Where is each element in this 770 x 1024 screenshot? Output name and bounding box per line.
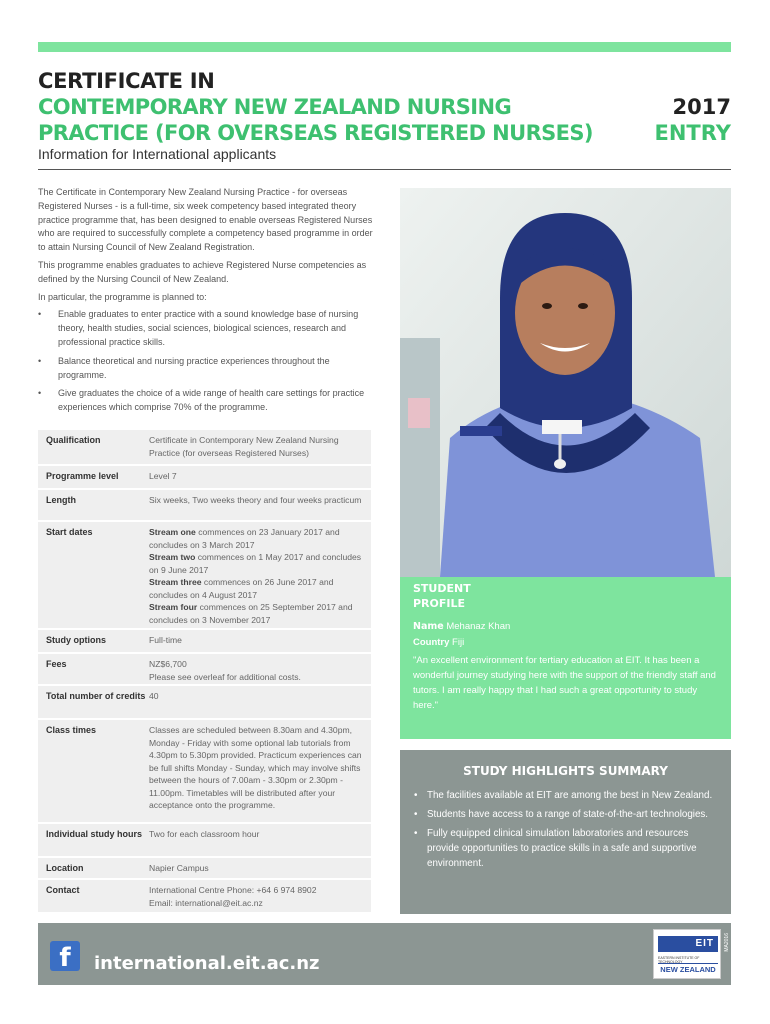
level-label: Programme level: [46, 471, 119, 481]
study-hours-value: Two for each classroom hour: [149, 829, 260, 839]
profile-quote: "An excellent environment for tertiary education at EIT. It has been a wonderful journey studying here with the support of the friendly staff and tutors. I am really happy that I had such a great opportunity to study here.": [413, 655, 716, 711]
highlights-list: [414, 788, 717, 871]
stream-name: Stream one: [149, 527, 196, 537]
entry-year: [655, 94, 731, 146]
study-options-value: Full-time: [149, 635, 182, 645]
facebook-icon[interactable]: f: [50, 941, 80, 971]
stream-text: commences on 25 September 2017 and concludes on 3 November 2017: [149, 602, 353, 625]
table-row: [38, 522, 371, 630]
stream-item: [149, 576, 365, 601]
table-row: [38, 466, 371, 490]
eit-logo-mark: EIT: [658, 936, 718, 952]
contact-phone: International Centre Phone: +64 6 974 8902: [149, 885, 317, 895]
stream-name: Stream three: [149, 577, 202, 587]
qualification-label: Qualification: [46, 435, 101, 445]
length-label: Length: [46, 495, 76, 505]
fees-label: Fees: [46, 659, 67, 669]
intro-text: [38, 186, 378, 420]
intro-paragraph: In particular, the programme is planned to:: [38, 291, 207, 302]
profile-name-label: Name: [413, 621, 444, 632]
class-times-value: Classes are scheduled between 8.30am and 4.30pm, Monday - Friday with some optional lab tutorials from 4.30pm to 5.30pm provided. Practicum experiences can be full shifts Monday - Sunday, which may involve shifts between the hours of 7.00am - 3.30pm or 2.30pm - 11.00pm. Timetables will be distributed after your acceptance onto the programme.: [149, 725, 362, 810]
table-row: [38, 654, 371, 686]
profile-country-label: Country: [413, 637, 450, 648]
start-dates-value: [149, 526, 365, 624]
table-row: [38, 824, 371, 858]
table-row: [38, 720, 371, 824]
class-times-label: Class times: [46, 725, 97, 735]
contact-email: Email: international@eit.ac.nz: [149, 897, 263, 908]
nurse-illustration: [400, 188, 731, 577]
credits-value: 40: [149, 691, 159, 701]
table-row: [38, 430, 371, 466]
table-row: [38, 490, 371, 522]
level-value: Level 7: [149, 471, 177, 481]
divider: [38, 169, 731, 170]
start-dates-label: Start dates: [46, 527, 93, 537]
profile-country-value: Fiji: [449, 637, 465, 648]
programme-info-table: [38, 430, 371, 914]
stream-text: commences on 23 January 2017 and concludes on 3 March 2017: [149, 527, 340, 550]
study-options-label: Study options: [46, 635, 106, 645]
credits-label: Total number of credits: [46, 691, 146, 701]
stream-item: [149, 601, 365, 626]
study-hours-label: Individual study hours: [46, 829, 143, 839]
table-row: [38, 686, 371, 720]
intro-bullet: • Give graduates the choice of a wide range of health care settings for practice experiences which comprise 70% of the programme.: [38, 387, 378, 415]
highlight-item: • The facilities available at EIT are among the best in New Zealand.: [414, 788, 717, 803]
stream-text: commences on 26 June 2017 and concludes on 4 August 2017: [149, 577, 334, 600]
location-value: Napier Campus: [149, 863, 209, 873]
stream-item: [149, 551, 365, 576]
intro-bullet-list: [38, 308, 378, 415]
profile-heading: [413, 581, 718, 611]
profile-heading-line2: PROFILE: [413, 597, 466, 610]
entry-label: ENTRY: [654, 121, 731, 145]
stream-text: commences on 1 May 2017 and concludes on 9 June 2017: [149, 552, 362, 575]
footer-bar: [38, 923, 731, 985]
stream-name: Stream two: [149, 552, 196, 562]
table-row: [38, 858, 371, 880]
student-profile-panel: [400, 577, 731, 739]
page-title-line3: PRACTICE (FOR OVERSEAS REGISTERED NURSES): [38, 121, 593, 145]
year-label: 2017: [672, 95, 731, 119]
document-code: MA2016: [724, 933, 730, 952]
profile-name-value: Mehanaz Khan: [443, 621, 511, 632]
page-title-line2: CONTEMPORARY NEW ZEALAND NURSING: [38, 95, 512, 119]
highlight-item: • Fully equipped clinical simulation laboratories and resources provide opportunities to practice skills in a safe and supportive environment.: [414, 826, 717, 871]
page-subtitle: Information for International applicants: [38, 146, 277, 162]
fees-value: [149, 658, 365, 680]
study-highlights-panel: [400, 750, 731, 914]
fees-amount: NZ$6,700: [149, 659, 187, 669]
stream-name: Stream four: [149, 602, 198, 612]
profile-name: [413, 621, 718, 632]
eit-logo-subtext: EASTERN INSTITUTE OF TECHNOLOGY: [658, 956, 700, 964]
highlight-item: • Students have access to a range of state-of-the-art technologies.: [414, 807, 717, 822]
highlights-title: STUDY HIGHLIGHTS SUMMARY: [463, 764, 668, 778]
contact-value: [149, 884, 365, 908]
profile-country: [413, 637, 718, 648]
length-value: Six weeks, Two weeks theory and four weeks practicum: [149, 495, 362, 505]
top-accent-bar: [38, 42, 731, 52]
student-photo: [400, 188, 731, 577]
contact-label: Contact: [46, 885, 80, 895]
eit-logo-nz: NEW ZEALAND: [658, 963, 718, 974]
eit-logo: [653, 929, 721, 979]
fees-note: Please see overleaf for additional costs.: [149, 671, 301, 682]
intro-paragraph: This programme enables graduates to achieve Registered Nurse competencies as defined by the Nursing Council of New Zealand.: [38, 259, 367, 284]
intro-bullet: • Balance theoretical and nursing practice experiences throughout the programme.: [38, 355, 378, 383]
website-link[interactable]: international.eit.ac.nz: [94, 953, 320, 974]
intro-paragraph: The Certificate in Contemporary New Zealand Nursing Practice - for overseas Registered Nurses - is a full-time, six week competency based integrated theory practice programme that, has been designed to enable overseas Registered Nurses who are required to successfully complete a competency based programme in order to attain Nursing Council of New Zealand Registration.: [38, 187, 373, 253]
table-row: [38, 630, 371, 654]
qualification-value: Certificate in Contemporary New Zealand Nursing Practice (for overseas Registered Nurses): [149, 435, 339, 458]
location-label: Location: [46, 863, 84, 873]
intro-bullet: • Enable graduates to enter practice with a sound knowledge base of nursing theory, health studies, social sciences, biological sciences, research and professional practice skills.: [38, 308, 378, 349]
table-row: [38, 880, 371, 914]
profile-heading-line1: STUDENT: [413, 582, 471, 595]
page-title-line1: CERTIFICATE IN: [38, 69, 215, 93]
title-block: [38, 68, 731, 146]
stream-item: [149, 526, 365, 551]
